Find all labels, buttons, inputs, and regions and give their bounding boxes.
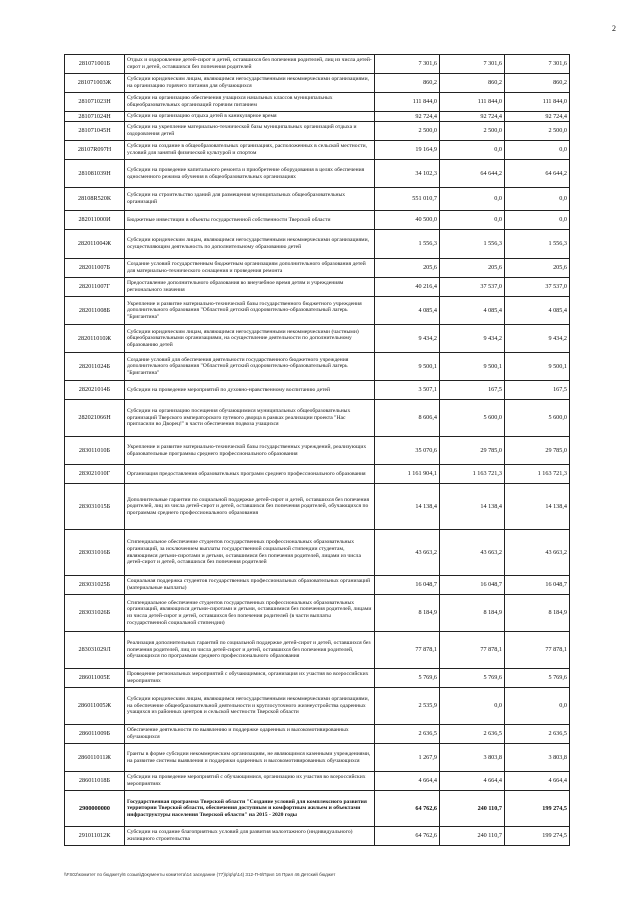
- budget-code-cell: 283031015Б: [65, 484, 125, 530]
- budget-code-cell: 2900000000: [65, 791, 125, 827]
- amount-year-2-cell: 240 110,7: [440, 827, 505, 846]
- budget-code-cell: 283031025Б: [65, 576, 125, 595]
- amount-year-2-cell: 0,0: [440, 211, 505, 230]
- amount-year-2-cell: 29 785,0: [440, 437, 505, 465]
- table-row: [65, 744, 570, 772]
- table-row: [65, 595, 570, 632]
- amount-year-2-cell: 167,5: [440, 381, 505, 400]
- budget-code-cell: 282011007Б: [65, 259, 125, 278]
- amount-year-1-cell: 5 769,6: [375, 669, 440, 688]
- description-cell: Дополнительные гарантии по социальной поддержке детей-сирот и детей, оставшихся без попечения родителей, лиц из числа детей-сирот и детей, оставшихся без попечения родителей, обучающихся по программам среднего профессионального образования: [125, 484, 375, 530]
- amount-year-3-cell: 2 500,0: [505, 122, 570, 141]
- amount-year-3-cell: 3 803,8: [505, 744, 570, 772]
- budget-code-cell: 281071003Ж: [65, 74, 125, 93]
- amount-year-3-cell: 9 500,1: [505, 353, 570, 381]
- description-cell: Субсидии юридическим лицам, являющимся негосударственными некоммерческими организациями, на обеспечение общеобразовательной деятельности и круглосуточного жизнеустройства одаренных учащихся из районных центров и сельской местности Тверской области: [125, 688, 375, 725]
- table-row: [65, 827, 570, 846]
- budget-code-cell: 283031029Л: [65, 632, 125, 669]
- amount-year-2-cell: 9 434,2: [440, 325, 505, 353]
- description-cell: Субсидии на проведение капитального ремонта и приобретение оборудования в целях обеспечения односменного режима обучения в общеобразовательных организациях: [125, 160, 375, 188]
- amount-year-2-cell: 1 556,3: [440, 230, 505, 259]
- amount-year-1-cell: 64 762,6: [375, 827, 440, 846]
- amount-year-1-cell: 1 556,3: [375, 230, 440, 259]
- table-row: [65, 122, 570, 141]
- description-cell: Создание условий для обеспечения деятельности государственного бюджетного учреждения дополнительного образования "Областной детский оздоровительно-образовательный лагерь "Бригантина": [125, 353, 375, 381]
- table-row: [65, 576, 570, 595]
- amount-year-1-cell: 4 664,4: [375, 772, 440, 791]
- amount-year-3-cell: 14 138,4: [505, 484, 570, 530]
- amount-year-3-cell: 5 769,6: [505, 669, 570, 688]
- amount-year-1-cell: 8 184,9: [375, 595, 440, 632]
- amount-year-3-cell: 167,5: [505, 381, 570, 400]
- amount-year-3-cell: 111 844,0: [505, 93, 570, 112]
- amount-year-2-cell: 0,0: [440, 688, 505, 725]
- amount-year-2-cell: 111 844,0: [440, 93, 505, 112]
- amount-year-2-cell: 14 138,4: [440, 484, 505, 530]
- budget-table: [64, 54, 570, 846]
- budget-code-cell: 282011008Б: [65, 297, 125, 325]
- amount-year-3-cell: 37 537,0: [505, 278, 570, 297]
- table-row: [65, 353, 570, 381]
- table-row: [65, 93, 570, 112]
- description-cell: Субсидии на проведение мероприятий с обучающимися, организацию их участия во всероссийских мероприятиях: [125, 772, 375, 791]
- description-cell: Создание условий государственным бюджетным организациям дополнительного образования детей для материально-технического оснащения и проведения ремонта: [125, 259, 375, 278]
- budget-code-cell: 283011010Б: [65, 437, 125, 465]
- table-row: [65, 381, 570, 400]
- page-number: 2: [612, 24, 616, 33]
- amount-year-2-cell: 1 163 721,3: [440, 465, 505, 484]
- table-row: [65, 437, 570, 465]
- amount-year-1-cell: 9 500,1: [375, 353, 440, 381]
- description-cell: Гранты в форме субсидии некоммерческим организациям, не являющимся казенными учреждениями, на развитие системы выявления и поддержки одаренных и высокомотивированных обучающихся: [125, 744, 375, 772]
- amount-year-1-cell: 9 434,2: [375, 325, 440, 353]
- budget-code-cell: 283031016Б: [65, 530, 125, 576]
- amount-year-3-cell: 205,6: [505, 259, 570, 278]
- description-cell: Предоставление дополнительного образования во внеучебное время детям и учреждениям регионального значения: [125, 278, 375, 297]
- amount-year-1-cell: 1 267,9: [375, 744, 440, 772]
- budget-code-cell: 286011011Ж: [65, 744, 125, 772]
- amount-year-1-cell: 7 301,6: [375, 55, 440, 74]
- budget-code-cell: 282011010Ж: [65, 325, 125, 353]
- description-cell: Обеспечение деятельности по выявлению и поддержке одаренных и высокомотивированных обучающихся: [125, 725, 375, 744]
- amount-year-2-cell: 205,6: [440, 259, 505, 278]
- amount-year-2-cell: 92 724,4: [440, 112, 505, 122]
- table-row: [65, 688, 570, 725]
- table-row: [65, 325, 570, 353]
- amount-year-2-cell: 4 085,4: [440, 297, 505, 325]
- budget-code-cell: 281071045Н: [65, 122, 125, 141]
- amount-year-1-cell: 77 878,1: [375, 632, 440, 669]
- description-cell: Реализация дополнительных гарантий по социальной поддержке детей-сирот и детей, оставшихся без попечения родителей, лиц из числа детей-сирот и детей, оставшихся без попечения родителей, обучающихся по программам среднего профессионального образования: [125, 632, 375, 669]
- amount-year-2-cell: 2 636,5: [440, 725, 505, 744]
- description-cell: Субсидии на создание в общеобразовательных организациях, расположенных в сельской местности, условий для занятий физической культурой и спортом: [125, 141, 375, 160]
- amount-year-3-cell: 0,0: [505, 688, 570, 725]
- amount-year-3-cell: 1 556,3: [505, 230, 570, 259]
- amount-year-2-cell: 16 048,7: [440, 576, 505, 595]
- amount-year-2-cell: 0,0: [440, 188, 505, 211]
- table-row: [65, 74, 570, 93]
- table-row: [65, 141, 570, 160]
- amount-year-2-cell: 4 664,4: [440, 772, 505, 791]
- description-cell: Проведение региональных мероприятий с обучающимися, организация их участия во всероссийских мероприятиях: [125, 669, 375, 688]
- table-row: [65, 772, 570, 791]
- budget-code-cell: 282011000И: [65, 211, 125, 230]
- amount-year-3-cell: 5 600,0: [505, 400, 570, 437]
- budget-code-cell: 286011018Б: [65, 772, 125, 791]
- table-row: [65, 669, 570, 688]
- amount-year-1-cell: 40 500,0: [375, 211, 440, 230]
- description-cell: Укрепление и развитие материально-технической базы государственного бюджетного учреждения дополнительного образования "Областной детский оздоровительно-образовательный лагерь "Бригантина": [125, 297, 375, 325]
- amount-year-2-cell: 5 769,6: [440, 669, 505, 688]
- budget-code-cell: 283021010Г: [65, 465, 125, 484]
- table-row: [65, 400, 570, 437]
- budget-code-cell: 281071023Н: [65, 93, 125, 112]
- amount-year-3-cell: 4 664,4: [505, 772, 570, 791]
- description-cell: Субсидии на организацию посещения обучающимися муниципальных общеобразовательных организаций Тверского императорского путевого дворца в рамках реализации проекта "Нас пригласили во Дворец!" в части обеспечения подвоза учащихся: [125, 400, 375, 437]
- amount-year-1-cell: 860,2: [375, 74, 440, 93]
- amount-year-3-cell: 860,2: [505, 74, 570, 93]
- budget-code-cell: 282021014Б: [65, 381, 125, 400]
- amount-year-3-cell: 0,0: [505, 141, 570, 160]
- description-cell: Стипендиальное обеспечение студентов государственных профессиональных образовательных организаций, за исключением выплаты государственной социальной стипендии студентам, являющимся детьми-сиротами и детьми, оставшимися без попечения родителей, лицами из числа детей-сирот и детей, оставшихся без попечения родителей: [125, 530, 375, 576]
- budget-table-body: [65, 55, 570, 846]
- file-path-footer: \\FS02\комитет по бюджету\6 созыв\Документы комитета\14 заседание (77)\р\р\р\14) 312-П-6\Прил 16 Прил 46 Детский бюджет: [64, 872, 336, 877]
- table-row: [65, 297, 570, 325]
- description-cell: Субсидии юридическим лицам, являющимся негосударственными некоммерческими (частными) общеобразовательными организациями, на осуществление деятельности по дополнительному образованию детей: [125, 325, 375, 353]
- amount-year-1-cell: 2 535,9: [375, 688, 440, 725]
- description-cell: Субсидии на создание благоприятных условий для развития малоэтажного (индивидуального) жилищного строительства: [125, 827, 375, 846]
- amount-year-2-cell: 5 600,0: [440, 400, 505, 437]
- description-cell: Субсидии юридическим лицам, являющимся негосударственными некоммерческими организациями, осуществляющим деятельность по дополнительному образованию детей: [125, 230, 375, 259]
- table-row: [65, 484, 570, 530]
- amount-year-3-cell: 1 163 721,3: [505, 465, 570, 484]
- budget-code-cell: 282011024Б: [65, 353, 125, 381]
- budget-code-cell: 282011004Ж: [65, 230, 125, 259]
- amount-year-3-cell: 92 724,4: [505, 112, 570, 122]
- description-cell: Отдых и оздоровление детей-сирот и детей, оставшихся без попечения родителей, лиц из числа детей-сирот и детей, оставшихся без попечения родителей: [125, 55, 375, 74]
- amount-year-1-cell: 1 161 904,1: [375, 465, 440, 484]
- amount-year-1-cell: 2 636,5: [375, 725, 440, 744]
- table-row: [65, 188, 570, 211]
- description-cell: Организация предоставления образовательных программ среднего профессионального образования: [125, 465, 375, 484]
- amount-year-1-cell: 16 048,7: [375, 576, 440, 595]
- table-row: [65, 530, 570, 576]
- description-cell: Укрепление и развитие материально-технической базы государственных учреждений, реализующих образовательные программы среднего профессионального образования: [125, 437, 375, 465]
- amount-year-3-cell: 7 301,6: [505, 55, 570, 74]
- amount-year-2-cell: 64 644,2: [440, 160, 505, 188]
- amount-year-1-cell: 205,6: [375, 259, 440, 278]
- amount-year-3-cell: 4 085,4: [505, 297, 570, 325]
- table-row: [65, 55, 570, 74]
- budget-code-cell: 291011012К: [65, 827, 125, 846]
- description-cell: Субсидии на проведение мероприятий по духовно-нравственному воспитанию детей: [125, 381, 375, 400]
- budget-code-cell: 281071001Б: [65, 55, 125, 74]
- amount-year-2-cell: 37 537,0: [440, 278, 505, 297]
- table-row: [65, 632, 570, 669]
- description-cell: Субсидии на строительство зданий для размещения муниципальных общеобразовательных организаций: [125, 188, 375, 211]
- amount-year-3-cell: 199 274,5: [505, 791, 570, 827]
- amount-year-1-cell: 14 138,4: [375, 484, 440, 530]
- amount-year-3-cell: 64 644,2: [505, 160, 570, 188]
- amount-year-3-cell: 199 274,5: [505, 827, 570, 846]
- budget-code-cell: 281081039Н: [65, 160, 125, 188]
- amount-year-1-cell: 111 844,0: [375, 93, 440, 112]
- amount-year-2-cell: 8 184,9: [440, 595, 505, 632]
- description-cell: Стипендиальное обеспечение студентов государственных профессиональных образовательных организаций, являющихся детьми-сиротами и детьми, оставшимися без попечения родителей, лицами из числа детей-сирот и детей, оставшихся без попечения родителей (в части выплаты государственной социальной стипендии): [125, 595, 375, 632]
- budget-code-cell: 28107R097Н: [65, 141, 125, 160]
- budget-code-cell: 281071024Н: [65, 112, 125, 122]
- amount-year-3-cell: 8 184,9: [505, 595, 570, 632]
- amount-year-2-cell: 0,0: [440, 141, 505, 160]
- table-row: [65, 791, 570, 827]
- amount-year-1-cell: 43 663,2: [375, 530, 440, 576]
- budget-code-cell: 282021066Н: [65, 400, 125, 437]
- amount-year-1-cell: 4 085,4: [375, 297, 440, 325]
- amount-year-2-cell: 3 803,8: [440, 744, 505, 772]
- amount-year-2-cell: 77 878,1: [440, 632, 505, 669]
- budget-code-cell: 286011009Б: [65, 725, 125, 744]
- budget-code-cell: 283031026Б: [65, 595, 125, 632]
- description-cell: Субсидии на укрепление материально-технической базы муниципальных организаций отдыха и оздоровления детей: [125, 122, 375, 141]
- amount-year-2-cell: 240 110,7: [440, 791, 505, 827]
- budget-code-cell: 28108R520К: [65, 188, 125, 211]
- budget-code-cell: 282011007Г: [65, 278, 125, 297]
- amount-year-2-cell: 9 500,1: [440, 353, 505, 381]
- amount-year-3-cell: 43 663,2: [505, 530, 570, 576]
- amount-year-3-cell: 29 785,0: [505, 437, 570, 465]
- amount-year-3-cell: 16 048,7: [505, 576, 570, 595]
- amount-year-2-cell: 43 663,2: [440, 530, 505, 576]
- amount-year-1-cell: 19 164,9: [375, 141, 440, 160]
- description-cell: Субсидии на организацию обеспечения учащихся начальных классов муниципальных общеобразовательных организаций горячим питанием: [125, 93, 375, 112]
- amount-year-1-cell: 40 216,4: [375, 278, 440, 297]
- amount-year-1-cell: 34 102,3: [375, 160, 440, 188]
- table-row: [65, 211, 570, 230]
- table-row: [65, 725, 570, 744]
- table-row: [65, 112, 570, 122]
- budget-code-cell: 286011005Е: [65, 669, 125, 688]
- amount-year-3-cell: 2 636,5: [505, 725, 570, 744]
- amount-year-1-cell: 92 724,4: [375, 112, 440, 122]
- amount-year-3-cell: 77 878,1: [505, 632, 570, 669]
- amount-year-1-cell: 8 606,4: [375, 400, 440, 437]
- description-cell: Бюджетные инвестиции в объекты государственной собственности Тверской области: [125, 211, 375, 230]
- description-cell: Социальная поддержка студентов государственных профессиональных образовательных организаций (материальные выплаты): [125, 576, 375, 595]
- description-cell: Субсидии на организацию отдыха детей в каникулярное время: [125, 112, 375, 122]
- amount-year-3-cell: 0,0: [505, 188, 570, 211]
- amount-year-1-cell: 35 070,6: [375, 437, 440, 465]
- table-row: [65, 259, 570, 278]
- amount-year-1-cell: 2 500,0: [375, 122, 440, 141]
- amount-year-1-cell: 64 762,6: [375, 791, 440, 827]
- table-row: [65, 160, 570, 188]
- budget-code-cell: 286011005Ж: [65, 688, 125, 725]
- description-cell: Субсидии юридическим лицам, являющимся негосударственными некоммерческими организациями, на организацию горячего питания для обучающихся: [125, 74, 375, 93]
- amount-year-1-cell: 3 507,1: [375, 381, 440, 400]
- amount-year-3-cell: 9 434,2: [505, 325, 570, 353]
- amount-year-2-cell: 860,2: [440, 74, 505, 93]
- amount-year-3-cell: 0,0: [505, 211, 570, 230]
- amount-year-1-cell: 551 010,7: [375, 188, 440, 211]
- description-cell: Государственная программа Тверской области "Создание условий для комплексного развития территории Тверской области, обеспечения доступным и комфортным жильем и объектами инфраструктуры населения Тверской области" на 2015 - 2020 годы: [125, 791, 375, 827]
- table-row: [65, 465, 570, 484]
- amount-year-2-cell: 2 500,0: [440, 122, 505, 141]
- table-row: [65, 230, 570, 259]
- amount-year-2-cell: 7 301,6: [440, 55, 505, 74]
- table-row: [65, 278, 570, 297]
